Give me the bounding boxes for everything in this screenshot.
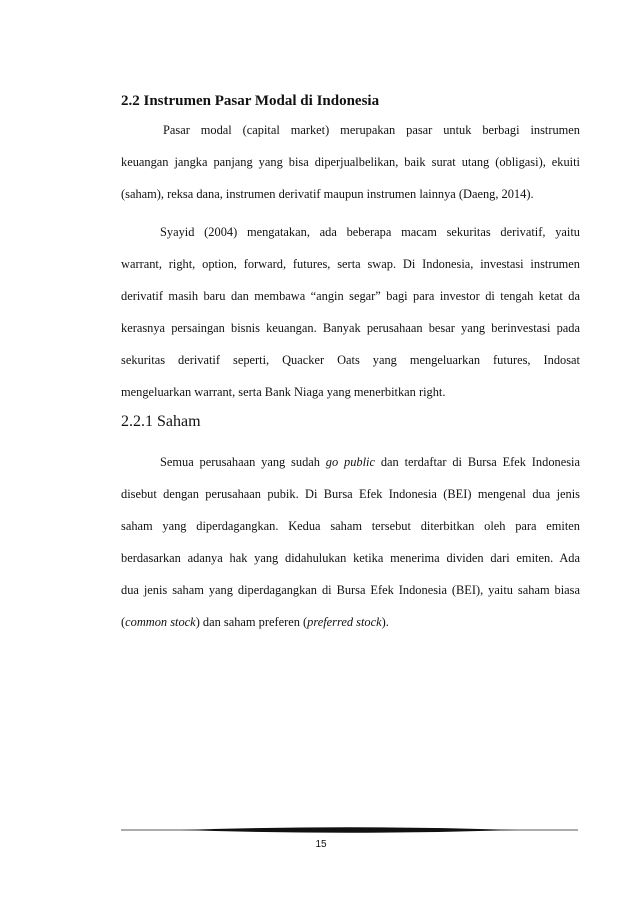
- footer-rule: [121, 825, 578, 835]
- text-run: ) dan saham preferen (: [195, 615, 308, 629]
- paragraph-line: sekuritas derivatif seperti, Quacker Oats yang mengeluarkan futures, Indosat: [121, 353, 580, 367]
- paragraph-line: berdasarkan adanya hak yang didahulukan ketika menerima dividen dari emiten. Ada: [121, 551, 580, 565]
- paragraph-line: mengeluarkan warrant, serta Bank Niaga yang menerbitkan right.: [121, 385, 446, 399]
- paragraph-line: dua jenis saham yang diperdagangkan di Bursa Efek Indonesia (BEI), yaitu saham biasa: [121, 583, 580, 597]
- paragraph-line: disebut dengan perusahaan pubik. Di Bursa Efek Indonesia (BEI) mengenal dua jenis: [121, 487, 580, 501]
- paragraph-line: derivatif masih baru dan membawa “angin segar” bagi para investor di tengah ketat da: [121, 289, 580, 303]
- paragraph-line: Pasar modal (capital market) merupakan pasar untuk berbagi instrumen: [163, 123, 580, 137]
- text-run: Semua perusahaan yang sudah: [160, 455, 326, 469]
- paragraph-derivatives: [121, 216, 580, 408]
- paragraph-line: (saham), reksa dana, instrumen derivatif maupun instrumen lainnya (Daeng, 2014).: [121, 187, 534, 201]
- paragraph-line: Syayid (2004) mengatakan, ada beberapa macam sekuritas derivatif, yaitu: [160, 225, 580, 239]
- paragraph-line: saham yang diperdagangkan. Kedua saham tersebut diterbitkan oleh para emiten: [121, 519, 580, 533]
- paragraph-line: warrant, right, option, forward, futures, serta swap. Di Indonesia, investasi instrumen: [121, 257, 580, 271]
- italic-term-preferred-stock: preferred stock: [307, 615, 382, 629]
- text-run: (: [121, 615, 126, 629]
- italic-term-go-public: go public: [325, 455, 375, 469]
- paragraph-line: kerasnya persaingan bisnis keuangan. Banyak perusahaan besar yang berinvestasi pada: [121, 321, 580, 335]
- section-heading: 2.2 Instrumen Pasar Modal di Indonesia: [121, 93, 380, 109]
- paragraph-line: keuangan jangka panjang yang bisa diperjualbelikan, baik surat utang (obligasi), ekuiti: [121, 155, 580, 169]
- paragraph-saham: [121, 446, 580, 638]
- text-run: dan terdaftar di Bursa Efek Indonesia: [375, 455, 580, 469]
- page-number: 15: [315, 839, 327, 850]
- paragraph-line: [121, 446, 580, 478]
- text-run: ).: [381, 615, 389, 629]
- paragraph-capital-market: [121, 114, 580, 210]
- italic-term-common-stock: common stock: [125, 615, 196, 629]
- subsection-heading: 2.2.1 Saham: [121, 413, 201, 430]
- paragraph-line: [121, 606, 580, 638]
